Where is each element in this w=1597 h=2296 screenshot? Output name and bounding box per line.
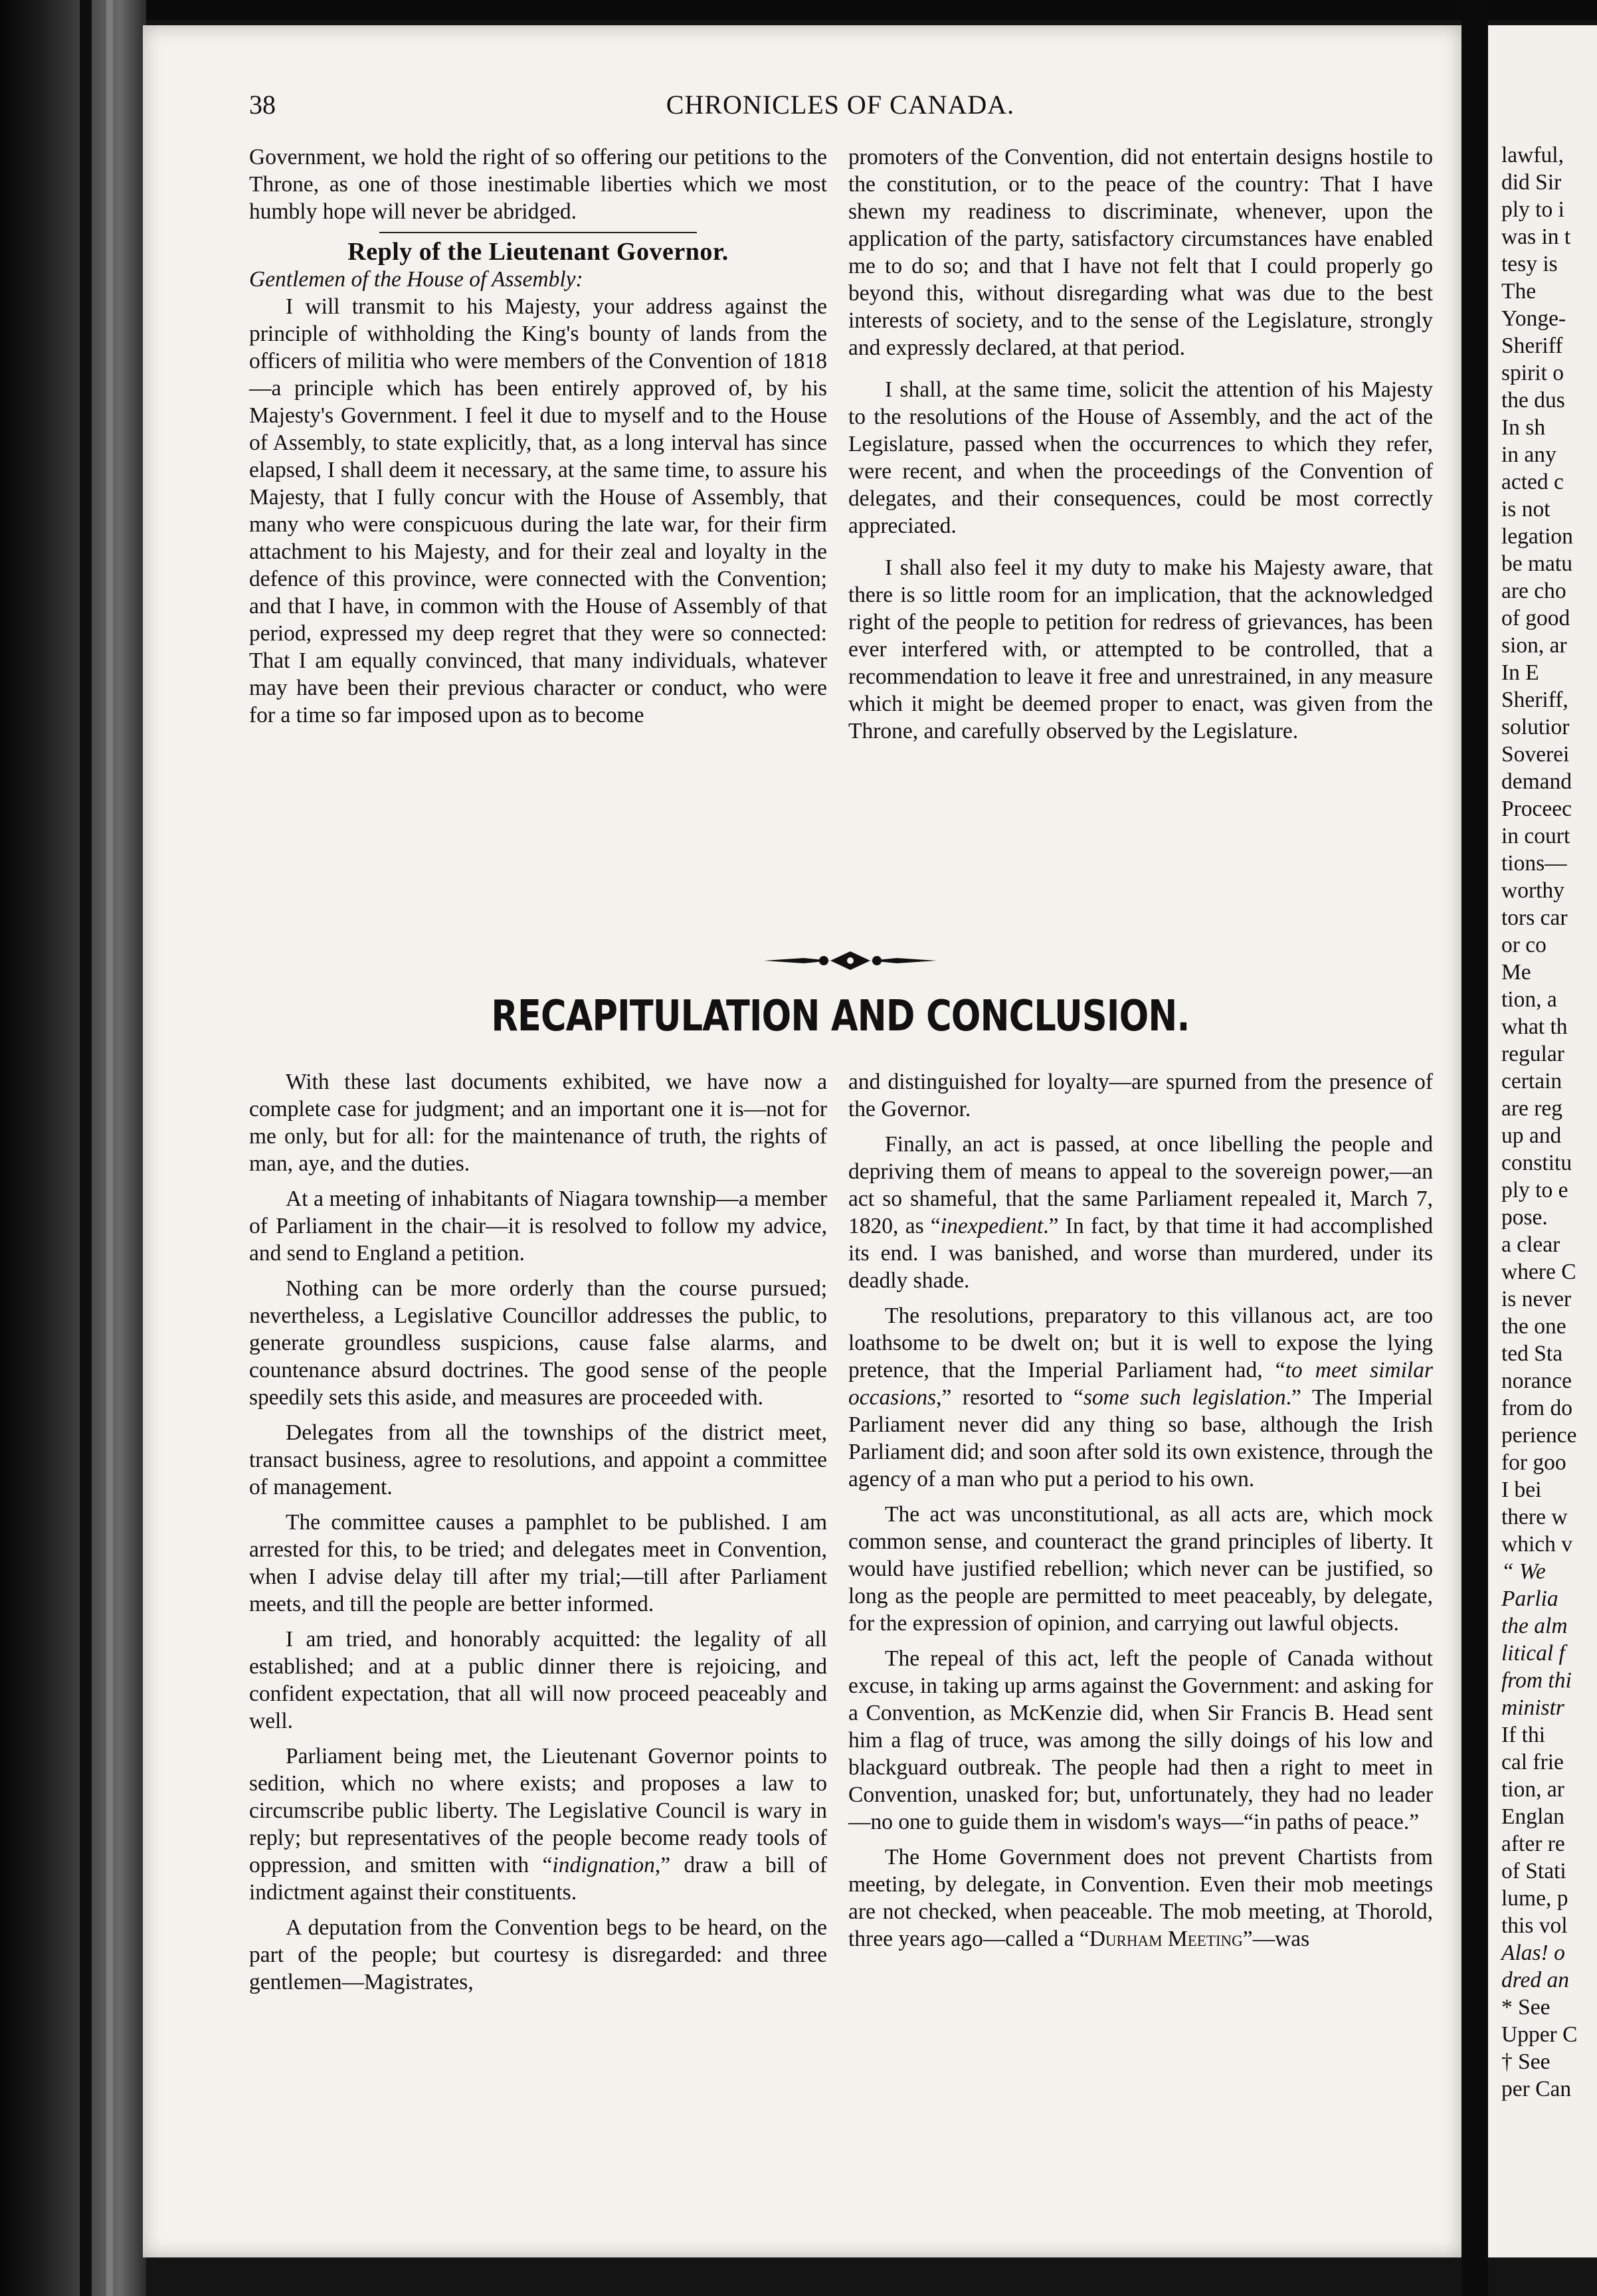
text-run: Parliament being met, the Lieutenant Governor points to sedition, which no where exists; and proposes a law to circumscribe public liberty. The Legislative Council is wary in reply; but representatives of the people become ready tools of oppression, and smitten with “ — [249, 1744, 827, 1877]
adjacent-page-line: lume, p — [1501, 1886, 1568, 1911]
adjacent-page-line: If thi — [1501, 1723, 1546, 1747]
adjacent-page-line: ted Sta — [1501, 1341, 1563, 1366]
adjacent-page-line: cal frie — [1501, 1750, 1564, 1774]
paragraph: I shall, at the same time, solicit the attention of his Majesty to the resolutions of the House of Assembly, and the act of the Legislature, passed when the occurrences to which they refer, were recent, and when the proceedings of the Convention of delegates, and their consequences, could be most correctly appreciated. — [848, 377, 1433, 538]
adjacent-page-line: are cho — [1501, 579, 1566, 603]
book-page — [143, 25, 1461, 2257]
adjacent-page-line: the alm — [1501, 1614, 1568, 1638]
right-column-top — [848, 144, 1433, 745]
adjacent-page-line: Englan — [1501, 1804, 1564, 1829]
adjacent-page-line: up and — [1501, 1123, 1562, 1148]
paragraph: A deputation from the Convention begs to be heard, on the part of the people; but courtesy is disregarded: and three gentlemen—Magistrates, — [249, 1915, 827, 1994]
text-run: ”—was — [1242, 1927, 1310, 1951]
running-title: CHRONICLES OF CANADA. — [666, 90, 1015, 120]
adjacent-page-line: legation — [1501, 524, 1573, 549]
adjacent-page-line: ministr — [1501, 1695, 1564, 1720]
adjacent-page-line: is not — [1501, 497, 1550, 522]
adjacent-page-line: the dus — [1501, 388, 1565, 413]
adjacent-page-line: Me — [1501, 960, 1531, 985]
gutter-highlight-band — [106, 0, 113, 2296]
adjacent-page-line: be matu — [1501, 551, 1572, 576]
page-number: 38 — [249, 90, 276, 120]
adjacent-page-line: Parlia — [1501, 1586, 1558, 1611]
left-column-bottom — [249, 1068, 827, 1996]
adjacent-page-line: solutior — [1501, 715, 1570, 739]
adjacent-page-line: Alas! o — [1501, 1941, 1565, 1965]
adjacent-page-line: regular — [1501, 1042, 1564, 1066]
adjacent-page-line: where C — [1501, 1260, 1576, 1284]
adjacent-page-line: In sh — [1501, 415, 1546, 440]
adjacent-page-line: was in t — [1501, 225, 1571, 249]
ornament-divider — [764, 947, 937, 974]
adjacent-page-line: lawful, — [1501, 143, 1564, 167]
adjacent-page-line: did Sir — [1501, 170, 1562, 195]
adjacent-page-line: the one — [1501, 1314, 1566, 1339]
adjacent-page-line: from thi — [1501, 1668, 1572, 1693]
scan-top-edge — [0, 0, 1597, 20]
paragraph: and distinguished for loyalty—are spurned from the presence of the Governor. — [848, 1070, 1433, 1121]
adjacent-page-line: I bei — [1501, 1478, 1542, 1502]
paragraph: Nothing can be more orderly than the course pursued; nevertheless, a Legislative Councillor addresses the public, to generate groundless suspicions, cause false alarms, and countenance absurd doctrines. The good sense of the people speedily sets this aside, and measures are proceeded with. — [249, 1276, 827, 1410]
adjacent-page-line: “ We — [1501, 1559, 1546, 1584]
adjacent-page-line: what th — [1501, 1014, 1568, 1039]
paragraph: The committee causes a pamphlet to be published. I am arrested for this, to be tried; and delegates meet in Convention, when I advise delay till after my trial;—till after Parliament meets, and till the people are better informed. — [249, 1510, 827, 1616]
right-column-bottom — [848, 1068, 1433, 1953]
reply-heading: Reply of the Lieutenant Governor. — [347, 238, 729, 266]
gutter-shadow-band — [80, 0, 92, 2296]
adjacent-page-line: for goo — [1501, 1450, 1566, 1475]
adjacent-page-line: demand — [1501, 769, 1572, 794]
text-run: .” In fact, by that time it had accomplished its end. I was banished, and worse than murdered, under its deadly shade. — [848, 1214, 1433, 1293]
adjacent-page-line: norance — [1501, 1369, 1572, 1393]
paragraph: promoters of the Convention, did not entertain designs hostile to the constitution, or to the peace of the country: That I have shewn my readiness to discriminate, whenever, upon the application of the party, satisfactory circumstances have enabled me to do so; and that I have not felt that I could properly go beyond this, without disregarding what was due to the best interests of society, and to the sense of the Legislature, strongly and expressly declared, at that period. — [848, 145, 1433, 360]
adjacent-page-line: certain — [1501, 1069, 1562, 1094]
adjacent-page-line: a clear — [1501, 1232, 1560, 1257]
text-run: The Home Government does not prevent Chartists from meeting, by delegate, in Convention. Even their mob meetings are not checked, when peaceable. The mob meeting, at Thorold, three years ago—called a “ — [848, 1845, 1433, 1951]
adjacent-page-line: is never — [1501, 1287, 1572, 1311]
adjacent-page-line: of good — [1501, 606, 1570, 630]
paragraph: Government, we hold the right of so offering our petitions to the Throne, as one of those inestimable liberties which we most humbly hope will never be abridged. — [249, 145, 827, 224]
italic-run: to meet similar occasions — [848, 1358, 1434, 1410]
adjacent-page-line: worthy — [1501, 878, 1564, 903]
text-run: ,” draw a bill of indictment against their constituents. — [249, 1853, 827, 1905]
adjacent-page-line: tion, a — [1501, 987, 1557, 1012]
paragraph: I am tried, and honorably acquitted: the legality of all established; and at a public dinner there is rejoicing, and confident expectation, that all will now proceed peaceably and well. — [249, 1627, 827, 1733]
text-run: ,” resorted to “ — [936, 1385, 1083, 1410]
adjacent-page-line: perience — [1501, 1423, 1577, 1448]
adjacent-page-line: of Stati — [1501, 1859, 1566, 1883]
adjacent-page-line: sion, ar — [1501, 633, 1567, 658]
book-spine — [1461, 0, 1488, 2296]
paragraph — [848, 1844, 1433, 1953]
small-caps-run: Durham Meeting — [1089, 1927, 1243, 1951]
paragraph — [249, 1743, 827, 1906]
divider-rule — [379, 232, 698, 233]
paragraph — [848, 1131, 1433, 1294]
text-run: Finally, an act is passed, at once libelling the people and depriving them of means to appeal to the sovereign power,—an act so shameful, that the same Parliament repealed it, March 7, 1820, as “ — [848, 1132, 1433, 1238]
adjacent-page-line: constitu — [1501, 1151, 1572, 1175]
text-run: .” The Imperial Parliament never did any thing so base, although the Irish Parliament did; and soon after sold its own existence, through the agency of a man who put a period to his own. — [848, 1385, 1433, 1491]
adjacent-page-line: † See — [1501, 2050, 1550, 2074]
paragraph: I shall also feel it my duty to make his Majesty aware, that there is so little room for an implication, that the acknowledged right of the people to petition for redress of grievances, has been ever interfered with, or attempted to be controlled, that a recommendation to leave it free and unrestrained, in any measure which it might be deemed proper to enact, was given from the Throne, and carefully observed by the Legislature. — [848, 555, 1433, 743]
adjacent-page-text — [1501, 142, 1597, 2103]
adjacent-page-line: are reg — [1501, 1096, 1563, 1121]
adjacent-page-line: per Can — [1501, 2077, 1572, 2101]
adjacent-page-fragment — [1488, 25, 1597, 2257]
adjacent-page-line: in court — [1501, 824, 1570, 848]
adjacent-page-line: in any — [1501, 442, 1556, 467]
adjacent-page-line: tesy is — [1501, 252, 1558, 276]
adjacent-page-line: dred an — [1501, 1968, 1570, 1992]
adjacent-page-line: tion, ar — [1501, 1777, 1564, 1802]
adjacent-page-line: Yonge- — [1501, 306, 1566, 331]
book-gutter — [0, 0, 146, 2296]
adjacent-page-line: Sheriff, — [1501, 688, 1568, 712]
adjacent-page-line: there w — [1501, 1505, 1568, 1529]
italic-run: some such legislation — [1083, 1385, 1286, 1410]
adjacent-page-line: * See — [1501, 1995, 1550, 2020]
paragraph: The act was unconstitutional, as all acts are, which mock common sense, and counteract the grand principles of liberty. It would have justified rebellion; which never can be justified, so long as the people are permitted to meet peaceably, by delegate, for the expression of opinion, and carrying out lawful objects. — [848, 1502, 1433, 1636]
section-title: RECAPITULATION AND CONCLUSION. — [491, 992, 1190, 1041]
adjacent-page-line: ply to e — [1501, 1178, 1568, 1202]
paragraph — [848, 1302, 1433, 1493]
adjacent-page-line: acted c — [1501, 470, 1564, 494]
adjacent-page-line: tions— — [1501, 851, 1567, 876]
paragraph: Delegates from all the townships of the district meet, transact business, agree to resolutions, and appoint a committee of management. — [249, 1420, 827, 1499]
adjacent-page-line: which v — [1501, 1532, 1572, 1557]
italic-run: inexpedient — [940, 1214, 1044, 1238]
paragraph: The repeal of this act, left the people of Canada without excuse, in taking up arms against the Government: and asking for a Convention, as McKenzie did, when Sir Francis B. Head sent him a flag of truce, was among the silly doings of his low and blackguard outbreak. The people had then a right to meet in Convention, unasked for; but, unfortunately, they had no leader—no one to guide them in wisdom's ways—“in paths of peace.” — [848, 1646, 1433, 1834]
adjacent-page-line: In E — [1501, 660, 1539, 685]
text-run: The resolutions, preparatory to this villanous act, are too loathsome to be dwelt on; but it is well to expose the lying pretence, that the Imperial Parliament had, “ — [848, 1303, 1433, 1383]
adjacent-page-line: or co — [1501, 933, 1547, 957]
page-header — [249, 89, 1432, 129]
adjacent-page-line: pose. — [1501, 1205, 1548, 1230]
salutation: Gentlemen of the House of Assembly: — [249, 267, 583, 292]
paragraph: With these last documents exhibited, we have now a complete case for judgment; and an important one it is—not for me only, but for all: for the maintenance of truth, the rights of man, aye, and the duties. — [249, 1070, 827, 1176]
adjacent-page-line: spirit o — [1501, 361, 1564, 385]
left-column-top — [249, 144, 827, 729]
adjacent-page-line: litical f — [1501, 1641, 1565, 1666]
adjacent-page-line: from do — [1501, 1396, 1572, 1420]
italic-run: indignation — [552, 1853, 655, 1877]
paragraph: At a meeting of inhabitants of Niagara township—a member of Parliament in the chair—it is resolved to follow my advice, and send to England a petition. — [249, 1187, 827, 1266]
adjacent-page-line: Upper C — [1501, 2022, 1578, 2047]
adjacent-page-line: Proceec — [1501, 797, 1572, 821]
adjacent-page-line: Sheriff — [1501, 334, 1563, 358]
adjacent-page-line: ply to i — [1501, 197, 1564, 222]
adjacent-page-line: Soverei — [1501, 742, 1570, 767]
adjacent-page-line: The — [1501, 279, 1537, 304]
adjacent-page-line: this vol — [1501, 1913, 1568, 1938]
adjacent-page-line: after re — [1501, 1832, 1565, 1856]
adjacent-page-line: tors car — [1501, 906, 1568, 930]
paragraph: I will transmit to his Majesty, your address against the principle of withholding the King's bounty of lands from the officers of militia who were members of the Convention of 1818—a principle which has been entirely approved of, by his Majesty's Government. I feel it due to myself and to the House of Assembly, to state explicitly, that, as a long interval has since elapsed, I shall deem it necessary, at the same time, to assure his Majesty, that I fully concur with the House of Assembly, that many who were conspicuous during the late war, for their firm attachment to his Majesty, and for their zeal and loyalty in the defence of this province, were connected with the Convention; and that I have, in common with the House of Assembly of that period, expressed my deep regret that they were so connected: That I am equally convinced, that many individuals, whatever may have been their previous character or conduct, who were for a time so far imposed upon as to become — [249, 294, 827, 727]
